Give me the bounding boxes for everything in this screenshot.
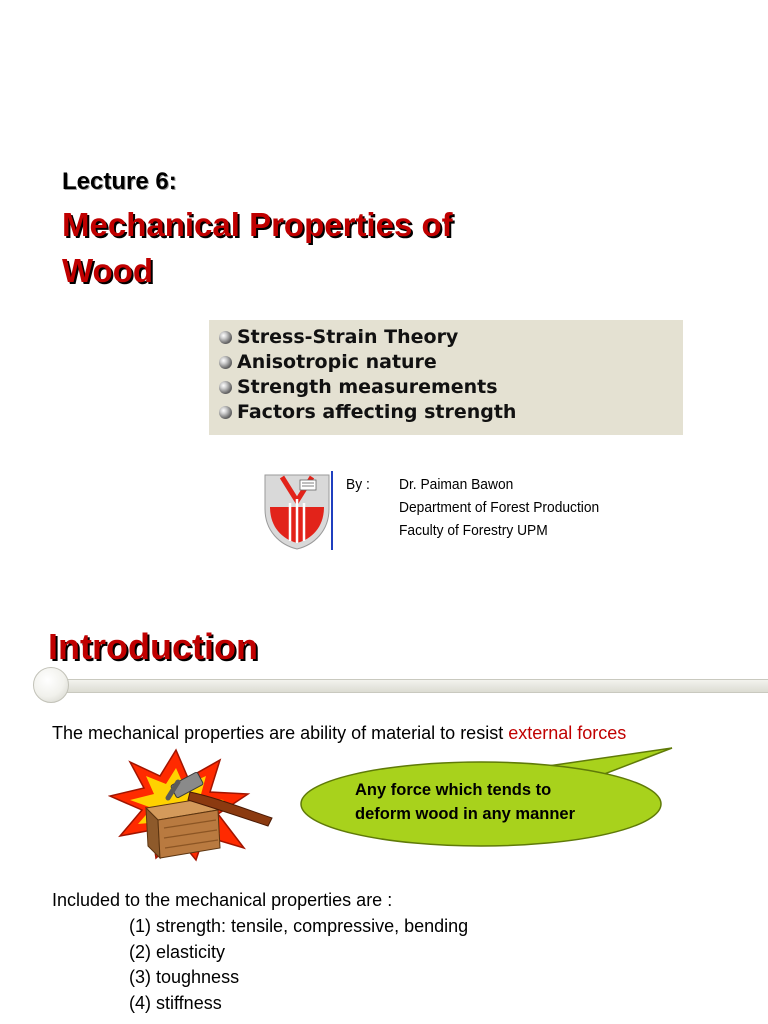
title-rule-knob — [33, 667, 69, 703]
author-faculty: Faculty of Forestry UPM — [399, 522, 548, 539]
bullet-icon — [219, 331, 232, 344]
bullet-icon — [219, 381, 232, 394]
author-name: Dr. Paiman Bawon — [399, 476, 514, 493]
topics-box — [209, 320, 683, 435]
topic-item — [219, 376, 498, 398]
topic-item — [219, 351, 437, 373]
bullet-icon — [219, 406, 232, 419]
logo-divider — [331, 471, 333, 550]
upm-logo-icon — [262, 471, 332, 551]
definition-text — [52, 723, 626, 744]
property-item: (2) elasticity — [129, 942, 226, 962]
topic-item — [219, 326, 458, 348]
topic-label: Stress-Strain Theory — [237, 326, 459, 348]
by-label: By : — [346, 476, 370, 493]
definition-prefix: The mechanical properties are ability of material to resist — [52, 723, 509, 743]
topic-label: Factors affecting strength — [237, 401, 517, 423]
callout-line2: deform wood in any manner — [355, 805, 576, 823]
author-department: Department of Forest Production — [399, 499, 600, 516]
intro-title: Introduction — [48, 626, 258, 667]
included-label: Included to the mechanical properties are : — [52, 890, 393, 910]
property-item: (3) toughness — [129, 967, 240, 987]
lecture-title-line2: Wood — [62, 252, 154, 289]
topic-label: Anisotropic nature — [237, 351, 437, 373]
lecture-title-line1: Mechanical Properties of — [62, 206, 453, 243]
hammer-block-icon — [108, 748, 278, 862]
topic-label: Strength measurements — [237, 376, 498, 398]
property-item: (1) strength: tensile, compressive, bending — [129, 916, 469, 936]
definition-highlight: external forces — [508, 723, 627, 743]
bullet-icon — [219, 356, 232, 369]
topic-item — [219, 401, 516, 423]
callout-line1: Any force which tends to — [355, 781, 552, 799]
lecture-title — [62, 202, 682, 294]
title-rule — [42, 679, 768, 693]
lecture-number: Lecture 6: — [62, 168, 177, 195]
property-item: (4) stiffness — [129, 993, 222, 1013]
